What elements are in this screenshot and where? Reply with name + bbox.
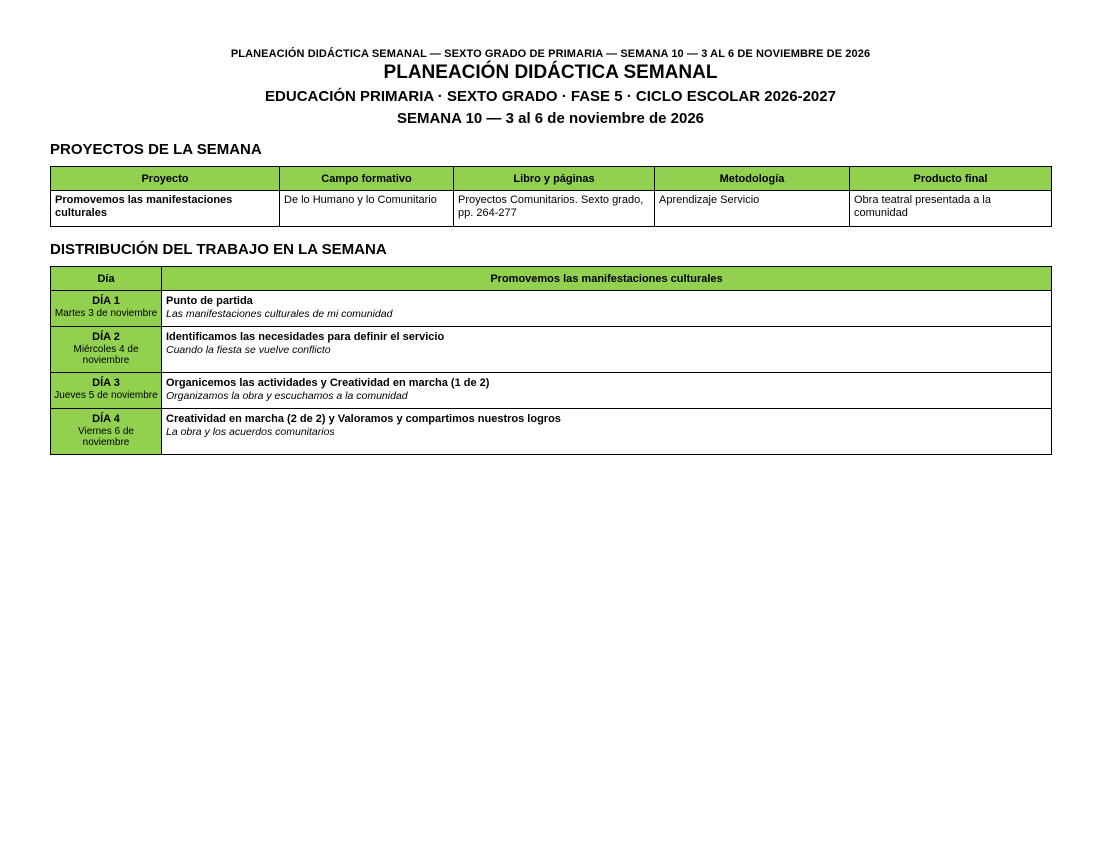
day-cell <box>51 373 162 409</box>
day-date: Martes 3 de noviembre <box>54 308 158 319</box>
table-header-row <box>51 167 1052 191</box>
column-header-book: Libro y páginas <box>454 167 655 191</box>
session-title: Organicemos las actividades y Creatividad en marcha (1 de 2) <box>166 377 490 389</box>
day-date: Miércoles 4 de noviembre <box>73 344 139 366</box>
running-header: PLANEACIÓN DIDÁCTICA SEMANAL — SEXTO GRADO DE PRIMARIA — SEMANA 10 — 3 AL 6 DE NOVIEMBRE DE 2026 <box>230 48 871 60</box>
project-product: Obra teatral presentada a la comunidad <box>850 191 1052 227</box>
column-header-day: Día <box>51 267 162 291</box>
day-cell <box>51 409 162 455</box>
page-title: PLANEACIÓN DIDÁCTICA SEMANAL <box>383 62 718 83</box>
column-header-project: Promovemos las manifestaciones culturales <box>162 267 1052 291</box>
day-number: DÍA 4 <box>92 413 120 425</box>
session-cell <box>162 409 1052 455</box>
table-row <box>51 191 1052 227</box>
table-row <box>51 409 1052 455</box>
session-title: Creatividad en marcha (2 de 2) y Valoramos y compartimos nuestros logros <box>166 413 561 425</box>
day-number: DÍA 3 <box>92 377 120 389</box>
page-subtitle: EDUCACIÓN PRIMARIA · SEXTO GRADO · FASE 5 · CICLO ESCOLAR 2026-2027 <box>265 88 836 105</box>
day-cell <box>51 291 162 327</box>
column-header-product: Producto final <box>850 167 1052 191</box>
table-header-row <box>51 267 1052 291</box>
session-cell <box>162 327 1052 373</box>
session-title: Identificamos las necesidades para definir el servicio <box>166 331 445 343</box>
projects-heading: PROYECTOS DE LA SEMANA <box>50 141 262 158</box>
session-subtitle: Organizamos la obra y escuchamos a la comunidad <box>166 390 408 402</box>
session-subtitle: Cuando la fiesta se vuelve conflicto <box>166 344 331 356</box>
column-header-field: Campo formativo <box>280 167 454 191</box>
day-cell <box>51 327 162 373</box>
column-header-project: Proyecto <box>51 167 280 191</box>
project-name: Promovemos las manifestaciones culturales <box>51 191 280 227</box>
table-row <box>51 291 1052 327</box>
project-methodology: Aprendizaje Servicio <box>655 191 850 227</box>
project-book: Proyectos Comunitarios. Sexto grado, pp. 264-277 <box>454 191 655 227</box>
table-row <box>51 327 1052 373</box>
day-date: Jueves 5 de noviembre <box>54 390 158 401</box>
session-cell <box>162 373 1052 409</box>
column-header-methodology: Metodología <box>655 167 850 191</box>
table-row <box>51 373 1052 409</box>
week-line: SEMANA 10 — 3 al 6 de noviembre de 2026 <box>396 110 705 127</box>
distribution-table <box>50 266 1052 455</box>
day-number: DÍA 2 <box>92 331 120 343</box>
projects-table <box>50 166 1052 227</box>
session-cell <box>162 291 1052 327</box>
session-title: Punto de partida <box>166 295 253 307</box>
day-date: Viernes 6 de noviembre <box>78 426 134 448</box>
day-number: DÍA 1 <box>92 295 120 307</box>
session-subtitle: La obra y los acuerdos comunitarios <box>166 426 335 438</box>
session-subtitle: Las manifestaciones culturales de mi comunidad <box>166 308 393 320</box>
project-field: De lo Humano y lo Comunitario <box>280 191 454 227</box>
distribution-heading: DISTRIBUCIÓN DEL TRABAJO EN LA SEMANA <box>50 241 387 258</box>
